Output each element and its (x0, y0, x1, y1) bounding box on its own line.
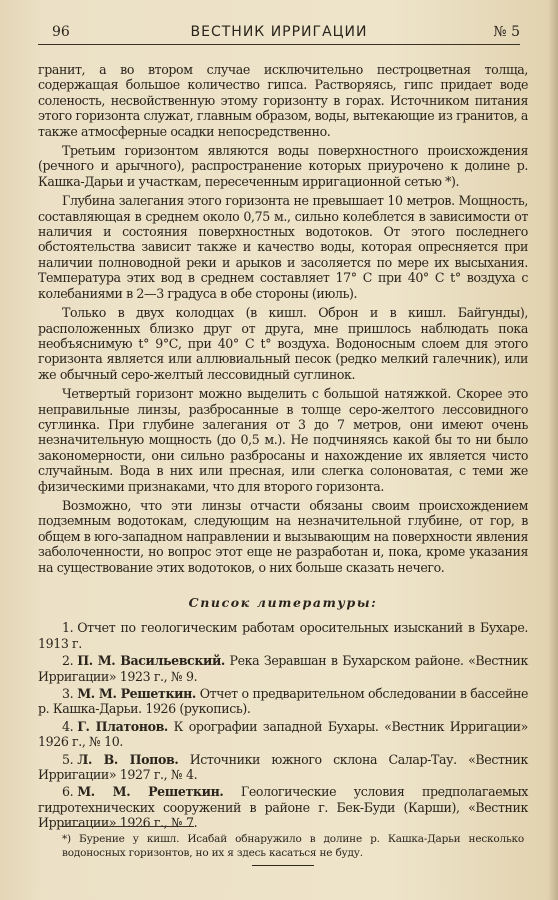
reference-author: М. М. Решеткин. (77, 784, 224, 800)
section-divider (252, 865, 314, 866)
reference-number: 3. (62, 686, 74, 702)
reference-number: 4. (62, 718, 74, 734)
page-number: 96 (52, 24, 70, 40)
paragraph: Четвертый горизонт можно выделить с большой натяжкой. Скорее это неправильные линзы, разбросанные в толще серо-желтого лессовидного суглинка. При глубине залегания от 3 до 7 метров, они имеют очень незначительную мощность (до 0,5 м.). Не подчиняясь какой бы то ни было закономерности, они сильно разбросаны и нахождение их является чисто случайным. Вода в них или пресная, или слегка солоноватая, с теми же физическими признаками, что для второго горизонта. (38, 386, 528, 494)
reference-text: Источники южного склона Салар-Тау. «Вестник Ирригации» 1927 г., № 4. (38, 751, 528, 783)
reference-text: Отчет по геологическим работам оросительных изысканий в Бухаре. 1913 г. (38, 620, 528, 651)
issue-number: № 5 (493, 24, 520, 40)
reference-item (38, 719, 528, 750)
reference-text: Геологические условия предполагаемых гидротехнических сооружений в районе г. Бек-Буди (Карши), «Вестник Ирригации» 1926 г., № 7. (38, 784, 528, 831)
reference-item (38, 686, 528, 717)
reference-item (38, 752, 528, 783)
reference-number: 2. (62, 653, 74, 669)
literature-heading: Список литературы: (188, 595, 378, 610)
reference-item (38, 620, 528, 651)
page-edge-shadow (548, 0, 558, 900)
reference-list (38, 620, 528, 830)
reference-number: 6. (62, 784, 74, 800)
reference-text: Река Зеравшан в Бухарском районе. «Вестник Ирригации» 1923 г., № 9. (38, 653, 528, 684)
reference-author: М. М. Решеткин. (77, 686, 196, 702)
reference-text: К орографии западной Бухары. «Вестник Ирригации» 1926 г., № 10. (38, 718, 528, 750)
paragraph: гранит, а во втором случае исключительно пестроцветная толща, содержащая большое количество гипса. Растворяясь, гипс придает воде соленость, несвойственную этому горизонту в горах. Источником питания этого горизонта служат, главным образом, воды, вытекающие из гранитов, а также атмосферные осадки непосредственно. (38, 62, 528, 139)
reference-author: Г. Платонов. (77, 718, 168, 734)
reference-author: Л. В. Попов. (77, 751, 179, 767)
paragraph: Третьим горизонтом являются воды поверхностного происхождения (речного и арычного), распространение которых приурочено к долине р. Кашка-Дарьи и участкам, пересеченным ирригационной сетью *). (38, 143, 528, 189)
reference-number: 5. (62, 751, 74, 767)
reference-author: П. М. Васильевский. (77, 653, 225, 669)
running-header (38, 22, 520, 45)
footnote-rule (62, 826, 194, 827)
reference-text: Отчет о предварительном обследовании в бассейне р. Кашка-Дарьи. 1926 (рукопись). (38, 686, 528, 717)
reference-item (38, 784, 528, 830)
footnote: *) Бурение у кишл. Исабай обнаружило в долине р. Кашка-Дарьи несколько водоносных горизонтов, но их я здесь касаться не буду. (62, 833, 524, 859)
article-body (38, 62, 528, 866)
reference-number: 1. (62, 620, 74, 636)
reference-item (38, 653, 528, 684)
paragraph: Только в двух колодцах (в кишл. Оброн и в кишл. Байгунды), расположенных близко друг от друга, мне пришлось наблюдать пока необъяснимую t° 9°С, при 40° С t° воздуха. Водоносным слоем для этого горизонта является или аллювиальный песок (редко мелкий галечник), или же обычный серо-желтый лессовидный суглинок. (38, 305, 528, 382)
journal-title: ВЕСТНИК ИРРИГАЦИИ (190, 24, 368, 40)
paragraph: Возможно, что эти линзы отчасти обязаны своим происхождением подземным водотокам, следующим на незначительной глубине, от гор, в общем в юго-западном направлении и вызывающим на поверхности явления заболоченности, но вопрос этот еще не разработан и, пока, кроме указания на существование этих водотоков, о них больше сказать нечего. (38, 497, 528, 575)
paragraph: Глубина залегания этого горизонта не превышает 10 метров. Мощность, составляющая в среднем около 0,75 м., сильно колеблется в зависимости от наличия и состояния поверхностных водотоков. От этого последнего обстоятельства зависит также и качество воды, которая опресняется при наличии полноводной реки и арыков и засоляется по мере их высыхания. Температура этих вод в среднем составляет 17° С при 40° С t° воздуха с колебаниями в 2—3 градуса в обе стороны (июль). (38, 193, 528, 301)
